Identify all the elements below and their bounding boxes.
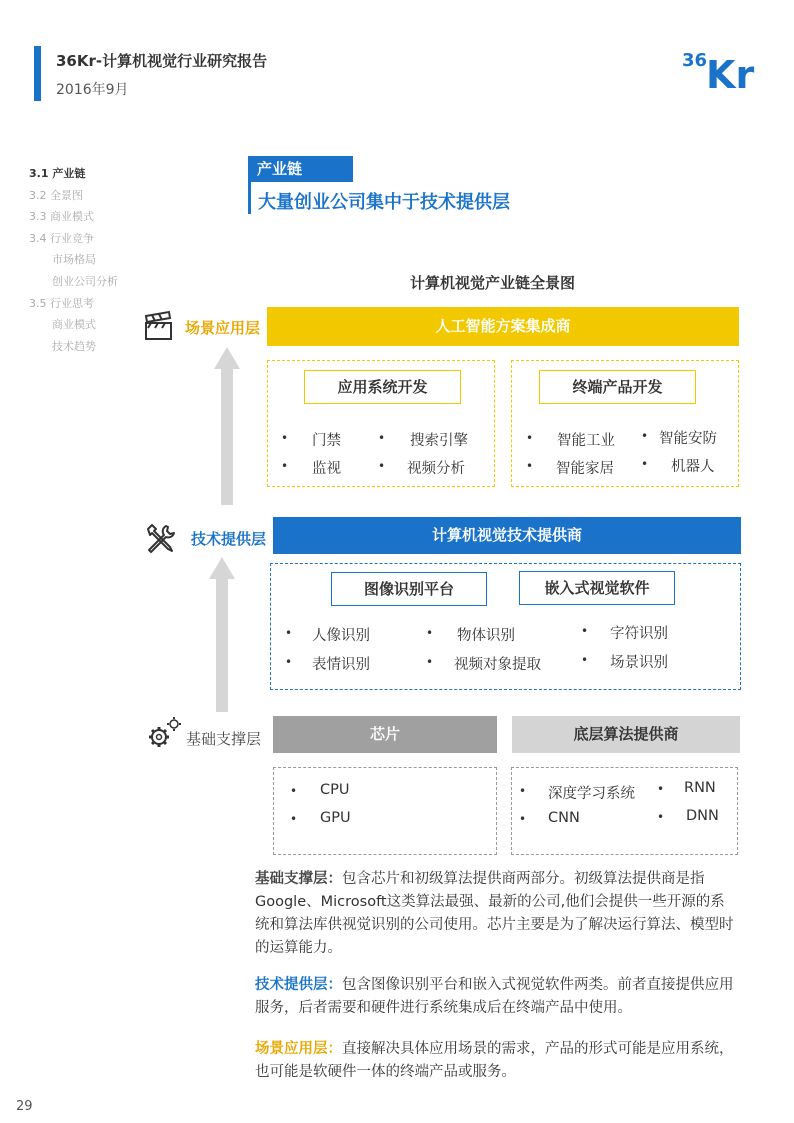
bullet: • — [526, 459, 534, 473]
bullet: • — [657, 782, 665, 796]
report-title: 36Kr-计算机视觉行业研究报告 — [56, 52, 268, 70]
item-object-recognition: 物体识别 — [457, 628, 515, 644]
bullet: • — [426, 626, 434, 640]
item-face-recognition: 人像识别 — [312, 628, 370, 644]
item-cnn: CNN — [548, 810, 580, 826]
box-chip — [273, 767, 497, 855]
label-foundation-layer: 基础支撑层 — [186, 730, 262, 748]
bullet: • — [290, 784, 298, 798]
item-smart-industry: 智能工业 — [557, 433, 615, 449]
label-application-layer: 场景应用层 — [185, 319, 261, 337]
arrow-up-upper — [221, 367, 233, 505]
gears-icon — [147, 716, 183, 754]
table-of-contents — [29, 163, 149, 357]
bullet: • — [281, 459, 289, 473]
tools-icon — [144, 523, 176, 559]
bullet: • — [285, 655, 293, 669]
toc-item-3-3[interactable]: 3.3 商业模式 — [29, 210, 94, 224]
arrow-head-lower — [209, 557, 235, 579]
36kr-logo — [680, 44, 762, 92]
toc-item-business-model[interactable]: 商业模式 — [52, 318, 96, 332]
item-gpu: GPU — [320, 810, 351, 826]
arrow-up-lower — [216, 577, 228, 712]
bullet: • — [581, 624, 589, 638]
paragraph-text: 包含图像识别平台和嵌入式视觉软件两类。前者直接提供应用服务，后者需要和硬件进行系统集成后在终端产品中使用。 — [255, 977, 734, 1016]
diagram-title: 计算机视觉产业链全景图 — [410, 274, 576, 292]
bar-base-algorithm-provider: 底层算法提供商 — [512, 716, 740, 753]
bullet: • — [657, 810, 665, 824]
bar-ai-integrator: 人工智能方案集成商 — [267, 307, 739, 346]
bullet: • — [285, 626, 293, 640]
paragraph-foundation — [255, 868, 735, 960]
item-expression-recognition: 表情识别 — [312, 657, 370, 673]
bullet: • — [641, 457, 649, 471]
bar-cv-tech-provider: 计算机视觉技术提供商 — [273, 517, 741, 554]
bullet: • — [378, 431, 386, 445]
clapperboard-icon — [143, 310, 175, 346]
toc-item-tech-trend[interactable]: 技术趋势 — [52, 339, 96, 353]
paragraph-key: 技术提供层： — [255, 977, 342, 993]
paragraph-text: 直接解决具体应用场景的需求，产品的形式可能是应用系统，也可能是软硬件一体的终端产品或服务。 — [255, 1041, 734, 1080]
toc-item-3-2[interactable]: 3.2 全景图 — [29, 188, 83, 202]
section-tag: 产业链 — [248, 156, 353, 182]
item-scene-recognition: 场景识别 — [610, 655, 668, 671]
paragraph-application — [255, 1038, 735, 1084]
item-robot: 机器人 — [671, 459, 715, 475]
item-cpu: CPU — [320, 782, 350, 798]
section-subtitle: 大量创业公司集中于技术提供层 — [258, 192, 510, 213]
toc-item-3-1[interactable]: 3.1 产业链 — [29, 167, 86, 180]
item-dnn: DNN — [686, 808, 719, 824]
item-surveillance: 监视 — [312, 461, 341, 477]
bullet: • — [378, 459, 386, 473]
section-accent-line — [248, 182, 251, 214]
bullet: • — [290, 812, 298, 826]
bar-chip: 芯片 — [273, 716, 497, 753]
tag-embedded-vision-software: 嵌入式视觉软件 — [519, 571, 675, 605]
bullet: • — [426, 655, 434, 669]
paragraph-technology — [255, 974, 735, 1020]
report-date: 2016年9月 — [56, 82, 129, 98]
item-deep-learning-system: 深度学习系统 — [548, 786, 635, 802]
item-rnn: RNN — [684, 780, 716, 796]
label-technology-layer: 技术提供层 — [191, 530, 267, 548]
toc-item-3-4[interactable]: 3.4 行业竞争 — [29, 231, 94, 245]
tag-terminal-product-dev: 终端产品开发 — [539, 370, 696, 404]
item-video-object-extraction: 视频对象提取 — [454, 657, 541, 673]
item-video-analysis: 视频分析 — [407, 461, 465, 477]
item-smart-security: 智能安防 — [659, 431, 717, 447]
bullet: • — [526, 431, 534, 445]
paragraph-text: 包含芯片和初级算法提供商两部分。初级算法提供商是指Google、Microsoft这类算法最强、最新的公司,他们会提供一些开源的系统和算法库供视觉识别的公司使用。芯片主要是为了解决运行算法、模型时的运算能力。 — [255, 871, 734, 956]
bullet: • — [581, 653, 589, 667]
arrow-head-upper — [214, 347, 240, 369]
item-smart-home: 智能家居 — [556, 461, 614, 477]
tag-image-recognition-platform: 图像识别平台 — [331, 572, 487, 606]
item-character-recognition: 字符识别 — [610, 626, 668, 642]
item-access-control: 门禁 — [312, 433, 341, 449]
paragraph-key: 基础支撑层： — [255, 871, 342, 887]
bullet: • — [519, 812, 527, 826]
toc-item-3-5[interactable]: 3.5 行业思考 — [29, 296, 94, 310]
bullet: • — [281, 431, 289, 445]
item-search-engine: 搜索引擎 — [410, 433, 468, 449]
svg-text:36: 36 — [682, 50, 708, 71]
toc-item-market[interactable]: 市场格局 — [52, 253, 96, 267]
toc-item-startups[interactable]: 创业公司分析 — [52, 274, 118, 288]
bullet: • — [519, 784, 527, 798]
tag-app-system-dev: 应用系统开发 — [304, 370, 461, 404]
bullet: • — [641, 429, 649, 443]
header-accent-bar — [34, 46, 41, 101]
svg-text:Kr: Kr — [706, 53, 755, 92]
paragraph-key: 场景应用层： — [255, 1041, 342, 1057]
page-number: 29 — [16, 1099, 33, 1114]
